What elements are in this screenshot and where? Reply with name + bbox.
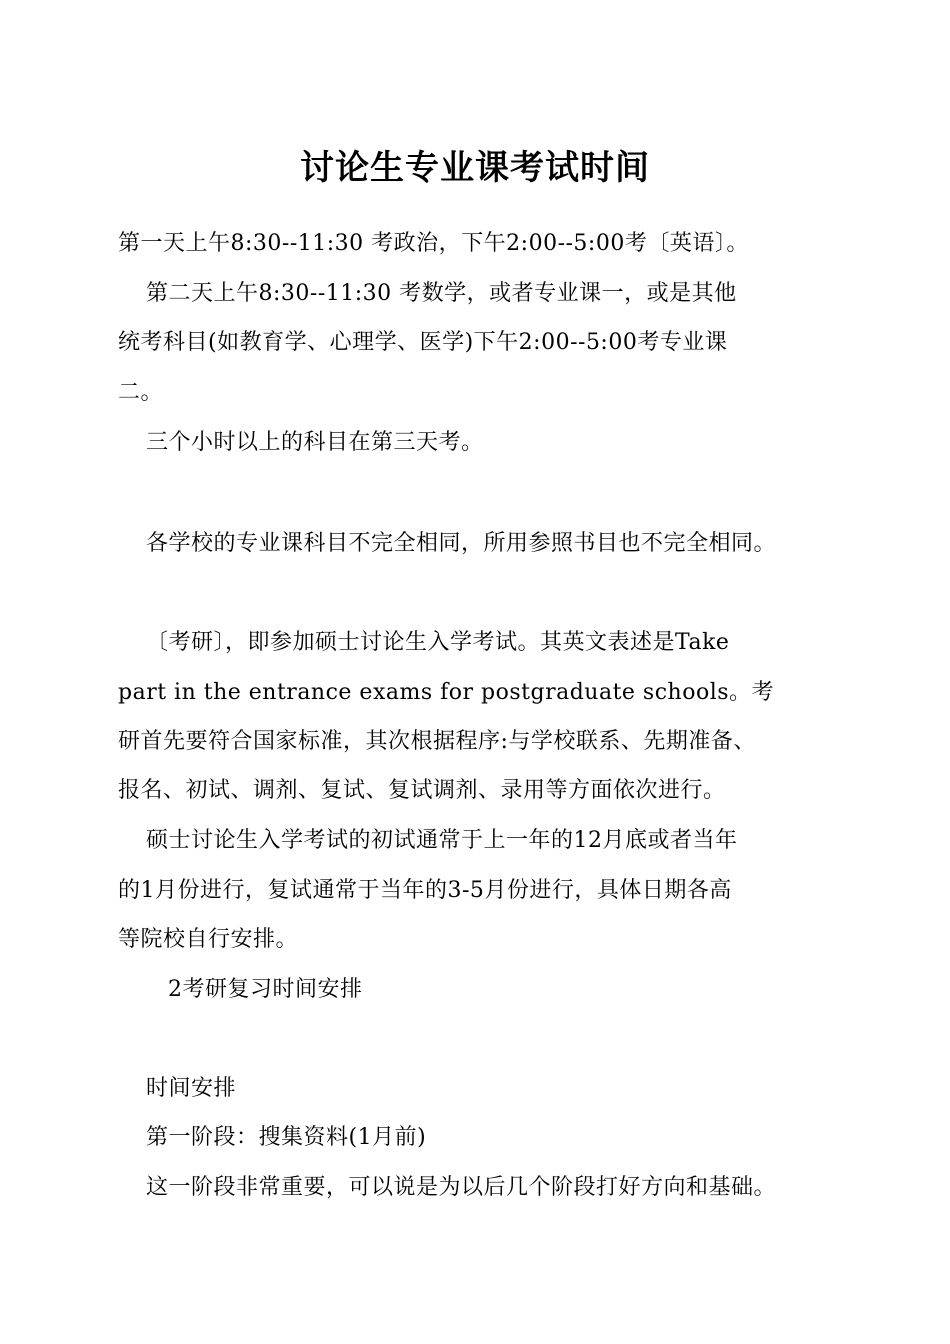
paragraph-line: 统考科目(如教育学、心理学、医学)下午2:00--5:00考专业课 <box>118 330 728 355</box>
paragraph-line: 报名、初试、调剂、复试、复试调剂、录用等方面依次进行。 <box>118 778 726 803</box>
paragraph-line: 〔考研〕，即参加硕士讨论生入学考试。其英文表述是Take <box>146 630 730 655</box>
paragraph-line: part in the entrance exams for postgraduate schools。考 <box>118 680 775 705</box>
paragraph-line: 二。 <box>118 380 164 405</box>
paragraph-line: 这一阶段非常重要，可以说是为以后几个阶段打好方向和基础。 <box>146 1175 777 1200</box>
paragraph-line: 硕士讨论生入学考试的初试通常于上一年的12月底或者当年 <box>146 828 738 853</box>
paragraph-line: 的1月份进行，复试通常于当年的3-5月份进行，具体日期各高 <box>118 878 732 903</box>
paragraph-line: 第一天上午8:30--11:30 考政治，下午2:00--5:00考〔英语〕。 <box>118 231 749 256</box>
paragraph-line: 三个小时以上的科目在第三天考。 <box>146 430 484 455</box>
paragraph-line: 时间安排 <box>146 1076 237 1101</box>
paragraph-line: 第二天上午8:30--11:30 考数学，或者专业课一，或是其他 <box>146 281 737 306</box>
paragraph-line: 研首先要符合国家标准，其次根据程序:与学校联系、先期准备、 <box>118 729 756 754</box>
paragraph-line: 各学校的专业课科目不完全相同，所用参照书目也不完全相同。 <box>146 531 777 556</box>
paragraph-line: 第一阶段：搜集资料(1月前) <box>146 1125 427 1150</box>
document-title: 讨论生专业课考试时间 <box>300 148 650 188</box>
paragraph-line: 等院校自行安排。 <box>118 927 299 952</box>
section-heading: 2考研复习时间安排 <box>168 977 363 1002</box>
